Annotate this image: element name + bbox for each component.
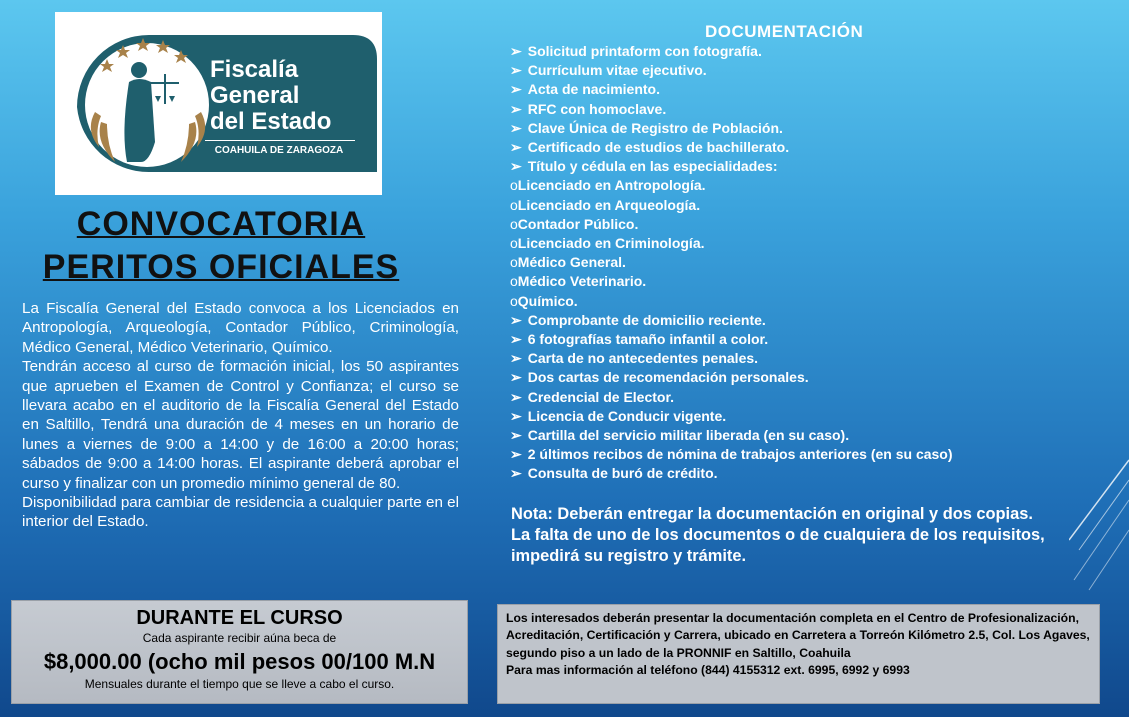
documentation-item: ➢ 6 fotografías tamaño infantil a color. xyxy=(510,330,1110,349)
course-subtitle: Cada aspirante recibir aúna beca de xyxy=(142,631,337,645)
specialty-item: o Médico Veterinario. xyxy=(510,272,1110,291)
specialty-item: o Licenciado en Arqueología. xyxy=(510,196,1110,215)
documentation-item: ➢ Solicitud printaform con fotografía. xyxy=(510,42,1110,61)
documentation-item: ➢ Consulta de buró de crédito. xyxy=(510,464,1110,483)
documentation-item: ➢ Certificado de estudios de bachillerato. xyxy=(510,138,1110,157)
course-title: DURANTE EL CURSO xyxy=(136,607,343,629)
documentation-item: ➢ Credencial de Elector. xyxy=(510,388,1110,407)
info-address: Los interesados deberán presentar la documentación completa en el Centro de Profesionalización, Acreditación, Certificación y Carrera, ubicado en Carretera a Torreón Kilómetro 2.5, Col. Los Agaves, segundo piso a un lado de la PRONNIF en Saltillo, Coahuila xyxy=(506,611,1090,660)
documentation-list xyxy=(510,42,1110,484)
documentation-item: ➢ Comprobante de domicilio reciente. xyxy=(510,311,1110,330)
logo-line-3: del Estado xyxy=(210,108,332,135)
documentation-item: ➢ Acta de nacimiento. xyxy=(510,80,1110,99)
title-peritos: PERITOS OFICIALES xyxy=(42,248,400,286)
body-paragraph-3: Disponibilidad para cambiar de residencia a cualquier parte en el interior del Estado. xyxy=(22,494,459,531)
logo-line-2: General xyxy=(210,82,300,109)
documentation-item: ➢ Currículum vitae ejecutivo. xyxy=(510,61,1110,80)
documentation-title: DOCUMENTACIÓN xyxy=(705,22,864,41)
specialty-item: o Licenciado en Antropología. xyxy=(510,176,1110,195)
documentation-item: ➢ Licencia de Conducir vigente. xyxy=(510,407,1110,426)
course-box xyxy=(11,600,468,704)
documentation-item: ➢ Título y cédula en las especialidades: xyxy=(510,157,1110,176)
title-convocatoria: CONVOCATORIA xyxy=(76,205,366,243)
documentation-item: ➢ Cartilla del servicio militar liberada (en su caso). xyxy=(510,426,1110,445)
nota xyxy=(511,504,1071,567)
body-paragraph-2: Tendrán acceso al curso de formación inicial, los 50 aspirantes que aprueben el Examen de Control y Confianza; el curso se llevara acabo en el auditorio de la Fiscalía General del Estado en Saltillo, Tendrá una duración de 4 meses en un horario de lunes a viernes de 9:00 a 14:00 y de 16:00 a 20:00 horas; sábados de 9:00 a 14:00 horas. El aspirante deberá aprobar el curso y finalizar con un promedio mínimo general de 80. xyxy=(22,358,459,492)
specialty-item: o Médico General. xyxy=(510,253,1110,272)
specialty-item: o Contador Público. xyxy=(510,215,1110,234)
info-phone: Para mas información al teléfono (844) 4155312 ext. 6995, 6992 y 6993 xyxy=(506,663,910,678)
body-text xyxy=(22,299,459,532)
documentation-item: ➢ Clave Única de Registro de Población. xyxy=(510,119,1110,138)
course-amount: $8,000.00 (ocho mil pesos 00/100 M.N xyxy=(43,649,436,674)
documentation-item: ➢ RFC con homoclave. xyxy=(510,100,1110,119)
course-footnote: Mensuales durante el tiempo que se lleve a cabo el curso. xyxy=(84,677,395,691)
logo-subtitle: COAHUILA DE ZARAGOZA xyxy=(214,145,344,156)
specialty-item: o Licenciado en Criminología. xyxy=(510,234,1110,253)
nota-line-1: Nota: Deberán entregar la documentación en original y dos copias. xyxy=(511,505,1033,523)
info-box xyxy=(497,604,1100,704)
documentation-item: ➢ Dos cartas de recomendación personales. xyxy=(510,368,1110,387)
documentation-item: ➢ 2 últimos recibos de nómina de trabajos anteriores (en su caso) xyxy=(510,445,1110,464)
specialty-item: o Químico. xyxy=(510,292,1110,311)
fiscalia-logo xyxy=(55,12,382,195)
body-paragraph-1: La Fiscalía General del Estado convoca a los Licenciados en Antropología, Arqueología, Contador Público, Criminología, Médico General, Médico Veterinario, Químico. xyxy=(22,300,459,356)
nota-line-2: La falta de uno de los documentos o de cualquiera de los requisitos, impedirá su registro y trámite. xyxy=(511,526,1045,565)
logo-line-1: Fiscalía xyxy=(210,56,299,83)
documentation-item: ➢ Carta de no antecedentes penales. xyxy=(510,349,1110,368)
